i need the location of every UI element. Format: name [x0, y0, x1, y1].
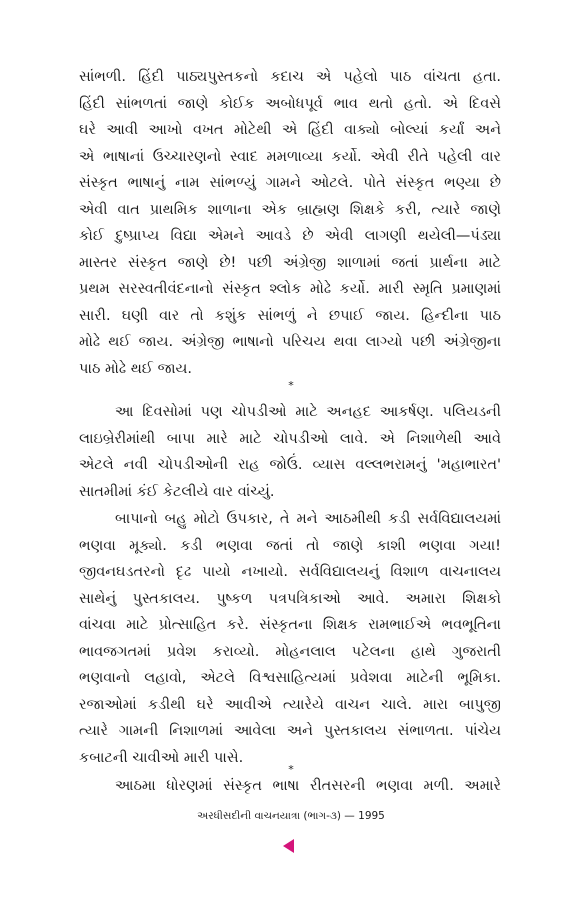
paragraph-line: એ ભાષાનાં ઉચ્ચારણનો સ્વાદ મમળાવ્યા કર્યો. એવી રીતે પહેલી વાર — [79, 148, 501, 165]
paragraph-line: બાપાનો બહુ મોટો ઉપકાર, તે મને આઠમીથી કડી સર્વવિદ્યાલયમાં — [115, 511, 501, 527]
paragraph-line: સંસ્કૃત ભાષાનું નામ સાંભળ્યું ગામને ઓટલે. પોતે સંસ્કૃત ભણ્યા છે — [79, 175, 501, 191]
paragraph-line: સારી. ઘણી વાર તો કશુંક સાંભળું ને છપાઈ જાય. હિન્દીના પાઠ — [79, 307, 501, 324]
paragraph-line: ભણવા મૂક્યો. કડી ભણવા જતાં તો જાણે કાશી ભણવા ગયા! — [79, 537, 501, 554]
paragraph-line: ભણવાનો લહાવો, એટલે વિશ્વસાહિત્યમાં પ્રવેશવા માટેની ભૂમિકા. — [79, 670, 501, 686]
paragraph-line: રજાઓમાં કડીથી ઘરે આવીએ ત્યારેયે વાચન ચાલે. મારા બાપુજી — [79, 696, 501, 713]
paragraph-line: માસ્તર સંસ્કૃત જાણે છે! પછી અંગ્રેજી શાળામાં જતાં પ્રાર્થના માટે — [79, 254, 501, 271]
paragraph-4 — [79, 773, 501, 800]
paragraph-line: વાંચવા માટે પ્રોત્સાહિત કરે. સંસ્કૃતના શિક્ષક રામભાઈએ ભવભૂતિના — [79, 617, 501, 633]
paragraph-line: આઠમા ધોરણમાં સંસ્કૃત ભાષા રીતસરની ભણવા મળી. અમારે — [115, 778, 501, 794]
paragraph-line: એટલે નવી ચોપડીઓની રાહ જોઉં. વ્યાસ વલ્લભરામનું 'મહાભારત' — [79, 457, 501, 473]
paragraph-3 — [79, 506, 501, 771]
paragraph-line: હિંદી સાંભળતાં જાણે કોઈક અબોધપૂર્વ ભાવ થતો હતો. એ દિવસે — [79, 95, 501, 112]
paragraph-line: ભાવજગતમાં પ્રવેશ કરાવ્યો. મોહનલાલ પટેલના હાથે ગુજરાતી — [79, 643, 501, 660]
paragraph-line: લાઇબ્રેરીમાંથી બાપા મારે માટે ચોપડીઓ લાવે. એ નિશાળેથી આવે — [79, 430, 501, 447]
paragraph-line: ઘરે આવી આખો વખત મોટેથી એ હિંદી વાક્યો બોલ્યાં કર્યાં અને — [79, 122, 501, 138]
paragraph-line: સાતમીમાં કંઈ કેટલીયે વાર વાંચ્યું. — [79, 483, 275, 500]
paragraph-line: કબાટની ચાવીઓ મારી પાસે. — [79, 749, 244, 766]
paragraph-line: જીવનઘડતરનો દૃઢ પાયો નખાયો. સર્વવિદ્યાલયનું વિશાળ વાચનાલય — [79, 564, 501, 580]
paragraph-line: સાથેનું પુસ્તકાલય. પુષ્કળ પત્રપત્રિકાઓ આવે. અમારા શિક્ષકો — [79, 590, 501, 607]
section-separator: * — [288, 763, 294, 776]
page-footer: અરધીસદીની વાચનયાત્રા (ભાગ-૩) — 1995 — [197, 810, 385, 822]
paragraph-line: સાંભળી. હિંદી પાઠ્યપુસ્તકનો કદાચ એ પહેલો પાઠ વાંચતા હતા. — [79, 69, 501, 85]
left-triangle-icon[interactable] — [283, 839, 294, 853]
paragraph-line: ત્યારે ગામની નિશાળમાં આવેલા અને પુસ્તકાલય સંભાળતા. પાંચેય — [79, 723, 501, 739]
paragraph-2 — [79, 399, 501, 505]
paragraph-line: આ દિવસોમાં પણ ચોપડીઓ માટે અનહદ આકર્ષણ. પલિયડની — [115, 404, 501, 420]
paragraph-line: પાઠ મોઢે થઈ જાય. — [79, 360, 193, 377]
paragraph-line: કોઈ દુષ્પ્રાપ્ય વિદ્યા એમને આવડે છે એવી લાગણી થયેલી—પંડ્યા — [79, 228, 501, 244]
paragraph-line: પ્રથમ સરસ્વતીવંદનાનો સંસ્કૃત શ્લોક મોઢે કર્યો. મારી સ્મૃતિ પ્રમાણમાં — [79, 281, 501, 297]
paragraph-1 — [79, 64, 501, 382]
paragraph-line: એવી વાત પ્રાથમિક શાળાના એક બ્રાહ્મણ શિક્ષકે કરી, ત્યારે જાણે — [79, 201, 501, 218]
section-separator: * — [288, 379, 294, 392]
paragraph-line: મોઢે થઈ જાય. અંગ્રેજી ભાષાનો પરિચય થવા લાગ્યો પછી અંગ્રેજીના — [79, 334, 501, 350]
